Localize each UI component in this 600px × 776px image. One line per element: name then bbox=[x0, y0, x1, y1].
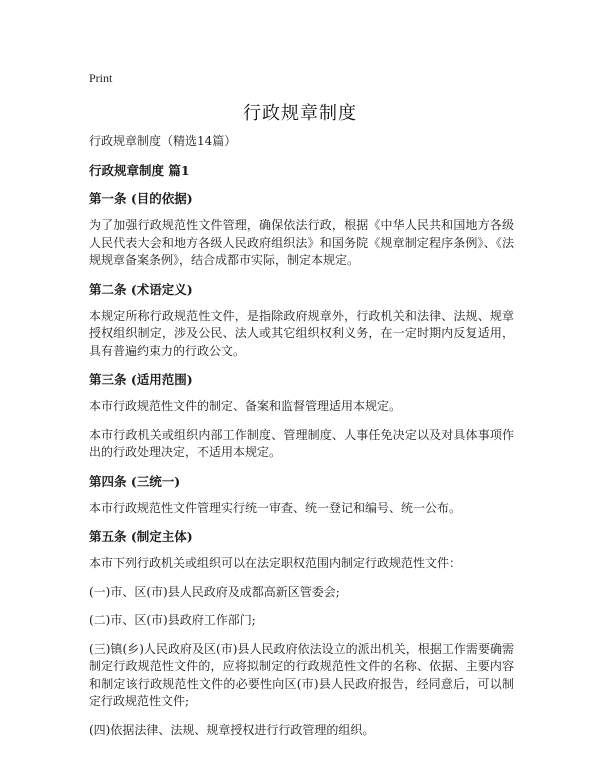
article-paragraph: 本市行政规范性文件的制定、备案和监督管理适用本规定。 bbox=[89, 399, 402, 413]
article-list-item: (四)依据法律、法规、规章授权进行行政管理的组织。 bbox=[89, 722, 375, 737]
article-paragraph: 本规定所称行政规范性文件，是指除政府规章外，行政机关和法律、法规、规章授权组织制定，涉及公民、法人或其它组织权利义务，在一定时期内反复适用，具有普遍约束力的行政公文。 bbox=[89, 308, 514, 358]
article-2 bbox=[89, 281, 514, 361]
article-list-item: (三)镇(乡)人民政府及区(市)县人民政府依法设立的派出机关，根据工作需要确需制定行政规范性文件的，应将拟制定的行政规范性文件的名称、依据、主要内容和制定该行政规范性文件的必要性向区(市)县人民政府报告，经同意后，可以制定行政规范性文件; bbox=[89, 641, 514, 708]
article-1 bbox=[89, 190, 514, 270]
article-list-item: (一)市、区(市)县人民政府及成都高新区管委会; bbox=[89, 584, 340, 599]
article-paragraph: 本市行政机关或组织内部工作制度、管理制度、人事任免决定以及对具体事项作出的行政处理决定，不适用本规定。 bbox=[89, 427, 514, 459]
section-heading: 行政规章制度 篇1 bbox=[89, 163, 190, 178]
article-paragraph: 本市下列行政机关或组织可以在法定职权范围内制定行政规范性文件： bbox=[89, 556, 462, 570]
article-paragraph: 本市行政规范性文件管理实行统一审查、统一登记和编号、统一公布。 bbox=[89, 500, 462, 515]
article-4 bbox=[89, 473, 514, 518]
article-heading: 第一条 (目的依据) bbox=[89, 191, 193, 206]
article-heading: 第四条 (三统一) bbox=[89, 473, 181, 489]
document-subtitle: 行政规章制度（精选14篇） bbox=[89, 134, 237, 148]
print-link[interactable]: Print bbox=[89, 71, 113, 85]
article-list-item: (二)市、区(市)县政府工作部门; bbox=[89, 613, 256, 627]
document-body bbox=[89, 133, 514, 750]
article-3 bbox=[89, 371, 514, 462]
article-heading: 第二条 (术语定义) bbox=[89, 281, 193, 297]
article-heading: 第三条 (适用范围) bbox=[89, 372, 193, 387]
article-paragraph: 为了加强行政规范性文件管理，确保依法行政，根据《中华人民共和国地方各级人民代表大会和地方各级人民政府组织法》和国务院《规章制定程序条例》、《法规规章备案条例》，结合成都市实际，制定本规定。 bbox=[89, 218, 514, 267]
article-5 bbox=[89, 528, 514, 739]
article-heading: 第五条 (制定主体) bbox=[89, 529, 193, 544]
document-title: 行政规章制度 bbox=[243, 103, 357, 124]
